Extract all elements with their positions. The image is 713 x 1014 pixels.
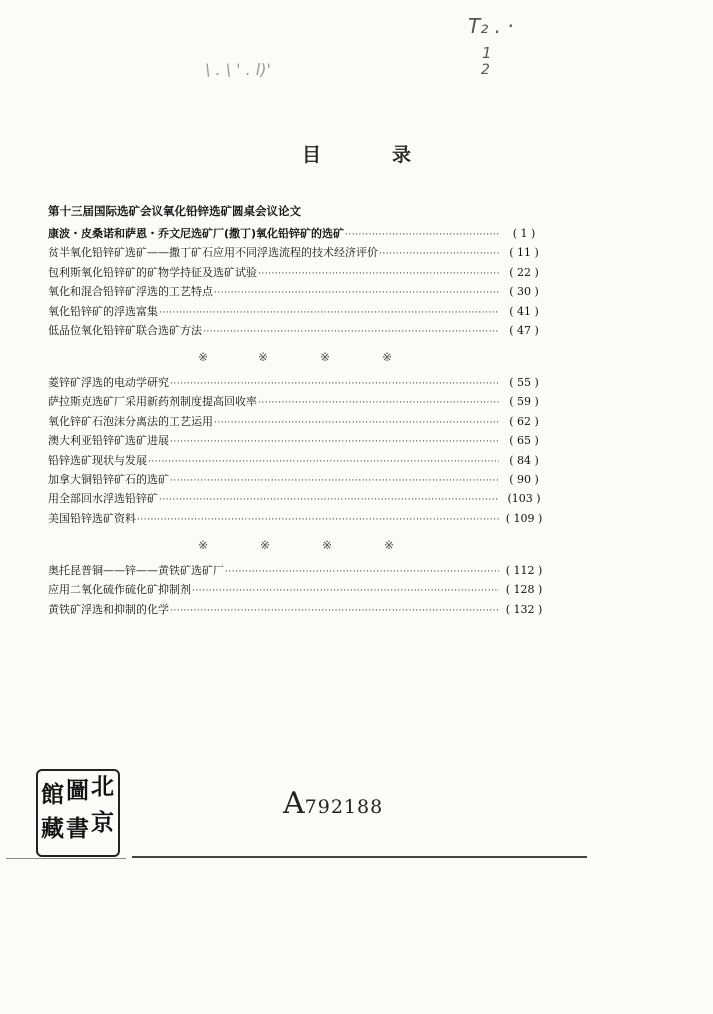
toc-entry-page: ( 112 ): [505, 564, 543, 577]
toc-entry[interactable]: [48, 432, 548, 451]
toc-entry-page: ( 59 ): [509, 395, 539, 409]
separator-mark: ※: [198, 350, 209, 364]
toc-entry-title: 用全部回水浮选铅锌矿: [48, 492, 158, 506]
toc-entry-title: 加拿大铜铅锌矿石的选矿: [48, 472, 169, 486]
toc-entry[interactable]: [48, 452, 548, 471]
toc-group-3: [48, 562, 548, 620]
toc-entry-title: 应用二氧化硫作硫化矿抑制剂: [48, 583, 191, 597]
leader-dots: [159, 308, 499, 318]
toc-entry-page: ( 90 ): [509, 472, 539, 486]
toc-entry-title: 铅锌选矿现状与发展: [48, 453, 147, 467]
library-stamp: [36, 769, 120, 857]
separator-mark: ※: [382, 350, 393, 364]
separator-mark: ※: [320, 350, 331, 364]
separator-mark: ※: [258, 350, 269, 364]
leader-dots: [170, 606, 499, 616]
handwritten-scribble: \ . \ ' . l)': [205, 60, 271, 79]
toc-entry-title: 康波・皮桑诺和萨恩・乔文尼选矿厂(撒丁)氧化铅锌矿的选矿: [48, 227, 345, 240]
toc-entry-page: ( 132 ): [505, 602, 543, 616]
separator-mark: ※: [260, 538, 271, 552]
leader-dots: [258, 269, 499, 279]
toc-entry[interactable]: [48, 264, 548, 283]
leader-dots: [203, 327, 499, 337]
leader-dots: [379, 249, 499, 259]
toc-entry-page: ( 109 ): [505, 511, 543, 525]
toc-entry[interactable]: [48, 510, 548, 529]
toc-entry[interactable]: [48, 283, 548, 302]
toc-entry-page: ( 30 ): [509, 285, 539, 299]
toc-entry[interactable]: [48, 303, 548, 322]
toc-entry-title: 低品位氧化铅锌矿联合选矿方法: [48, 323, 202, 337]
leader-dots: [148, 457, 499, 467]
toc-entry-page: (103 ): [507, 492, 541, 506]
toc-entry[interactable]: [48, 413, 548, 432]
toc-entry-page: ( 55 ): [509, 376, 539, 389]
handwritten-number-2: 2: [481, 62, 490, 78]
toc-entry[interactable]: [48, 393, 548, 412]
handwritten-code: T₂ . ·: [468, 14, 514, 38]
scan-rule: [6, 858, 126, 859]
section-heading: 第十三届国际选矿会议氧化铅锌选矿圆桌会议论文: [48, 204, 301, 218]
toc-entry-title: 澳大利亚铅锌矿选矿进展: [48, 434, 169, 448]
toc-entry-page: ( 11 ): [509, 246, 539, 260]
toc-entry-title: 包利斯氧化铅锌矿的矿物学持征及选矿试验: [48, 265, 257, 279]
accession-digits: 792188: [304, 796, 384, 818]
stamp-char: 書: [66, 815, 89, 842]
toc-entry-title: 萨拉斯克选矿厂采用新药剂制度提高回收率: [48, 395, 257, 409]
toc-entry-page: ( 128 ): [505, 583, 543, 597]
toc-entry[interactable]: [48, 374, 548, 393]
leader-dots: [170, 437, 499, 447]
separator-mark: ※: [322, 538, 333, 552]
leader-dots: [159, 495, 499, 505]
stamp-char: 北: [91, 773, 114, 800]
toc-entry-title: 氧化铅锌矿的浮选富集: [48, 304, 158, 318]
toc-entry-title: 黄铁矿浮选和抑制的化学: [48, 602, 169, 616]
toc-entry[interactable]: [48, 490, 548, 509]
separator-mark: ※: [198, 538, 209, 552]
leader-dots: [137, 515, 499, 525]
stamp-char: 京: [91, 809, 114, 836]
stamp-char: 圖: [66, 777, 89, 804]
toc-entry-page: ( 65 ): [509, 434, 539, 448]
leader-dots: [214, 418, 499, 428]
toc-entry-title: 氧化锌矿石泡沫分离法的工艺运用: [48, 414, 213, 428]
toc-entry-title: 氧化和混合铅锌矿浮选的工艺特点: [48, 285, 213, 299]
toc-entry-page: ( 1 ): [512, 227, 536, 240]
separator-mark: ※: [384, 538, 395, 552]
stamp-char: 館: [41, 781, 64, 808]
toc-entry-page: ( 41 ): [509, 304, 539, 318]
toc-entry[interactable]: [48, 581, 548, 600]
toc-entry-title: 奥托昆普铜——锌——黄铁矿选矿厂: [48, 564, 224, 577]
toc-entry-page: ( 22 ): [509, 265, 539, 279]
page-title: 目 录: [301, 144, 437, 166]
toc-entry[interactable]: [48, 601, 548, 620]
scan-rule: [132, 856, 587, 858]
leader-dots: [345, 230, 499, 240]
toc-entry-page: ( 84 ): [509, 453, 539, 467]
toc-entry[interactable]: [48, 225, 548, 244]
leader-dots: [170, 476, 499, 486]
toc-entry-title: 贫半氧化铅锌矿选矿——撒丁矿石应用不同浮选流程的技术经济评价: [48, 246, 378, 260]
toc-entry-title: 菱锌矿浮选的电动学研究: [48, 376, 169, 389]
accession-prefix: A: [283, 786, 305, 821]
leader-dots: [225, 567, 499, 577]
accession-number: [283, 786, 383, 821]
stamp-char: 藏: [41, 815, 64, 842]
toc-entry[interactable]: [48, 244, 548, 263]
leader-dots: [258, 398, 499, 408]
handwritten-number-1: 1: [482, 44, 492, 62]
leader-dots: [192, 586, 499, 596]
toc-entry[interactable]: [48, 471, 548, 490]
toc-entry[interactable]: [48, 562, 548, 581]
toc-entry-page: ( 62 ): [509, 414, 539, 428]
leader-dots: [214, 288, 499, 298]
toc-entry[interactable]: [48, 322, 548, 341]
toc-group-2: [48, 374, 548, 529]
toc-group-1: [48, 225, 548, 341]
toc-entry-page: ( 47 ): [509, 323, 539, 337]
toc-entry-title: 美国铅锌选矿资料: [48, 511, 136, 525]
leader-dots: [170, 379, 499, 389]
